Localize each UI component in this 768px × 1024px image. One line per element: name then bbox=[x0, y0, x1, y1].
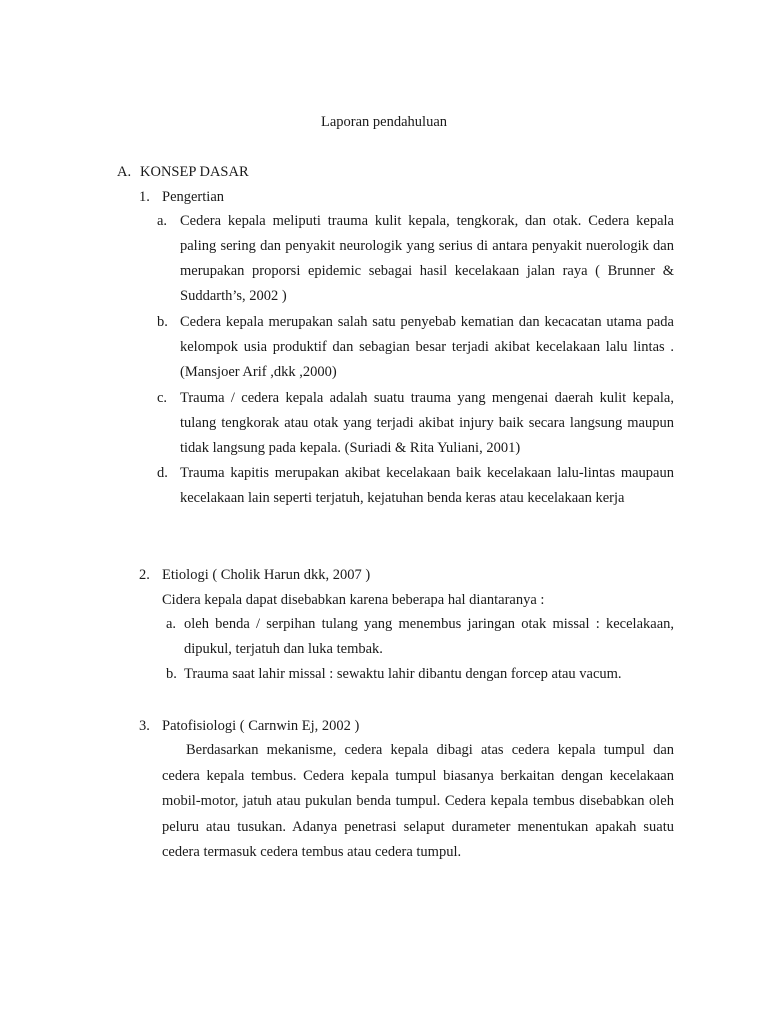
list-marker: d. bbox=[157, 465, 168, 481]
subsection-number: 2. bbox=[139, 567, 150, 583]
patofisiologi-paragraph: Berdasarkan mekanisme, cedera kepala dibagi atas cedera kepala tumpul dan cedera kepala tembus. Cedera kepala tumpul biasanya berkaitan dengan kecelakaan mobil-motor, jatuh atau pukulan benda tumpul. Cedera kepala tembus disebabkan oleh peluru atau tusukan. Adanya penetrasi selaput durameter menentukan apakah suatu cedera termasuk cedera tembus atau cedera tumpul. bbox=[162, 742, 674, 860]
subsection-label: Patofisiologi ( Carnwin Ej, 2002 ) bbox=[162, 718, 360, 734]
subsection-label: Etiologi ( Cholik Harun dkk, 2007 ) bbox=[162, 567, 371, 583]
section-label: KONSEP DASAR bbox=[140, 164, 249, 180]
list-item: Trauma / cedera kepala adalah suatu trauma yang mengenai daerah kulit kepala, tulang tengkorak atau otak yang terjadi akibat injury baik secara langsung maupun tidak langsung pada kepala. (Suriadi & Rita Yuliani, 2001) bbox=[180, 390, 674, 456]
list-item: Trauma saat lahir missal : sewaktu lahir dibantu dengan forcep atau vacum. bbox=[184, 666, 622, 682]
list-item: oleh benda / serpihan tulang yang menembus jaringan otak missal : kecelakaan, dipukul, terjatuh dan luka tembak. bbox=[184, 616, 674, 657]
etiologi-intro: Cidera kepala dapat disebabkan karena beberapa hal diantaranya : bbox=[162, 592, 545, 608]
list-item: Cedera kepala merupakan salah satu penyebab kematian dan kecacatan utama pada kelompok usia produktif dan sebagian besar terjadi akibat kecelakaan lalu lintas .(Mansjoer Arif ,dkk ,2000) bbox=[180, 314, 674, 380]
section-number: A. bbox=[117, 164, 132, 180]
subsection-heading-3 bbox=[139, 716, 359, 736]
list-marker: b. bbox=[157, 314, 168, 330]
list-item: Cedera kepala meliputi trauma kulit kepala, tengkorak, dan otak. Cedera kepala paling sering dan penyakit neurologik yang serius di antara penyakit nuerologik dan merupakan proporsi epidemic sebagai hasil kecelakaan jalan raya ( Brunner & Suddarth’s, 2002 ) bbox=[180, 213, 674, 304]
subsection-number: 3. bbox=[139, 718, 150, 734]
list-marker: b. bbox=[166, 666, 177, 682]
subsection-number: 1. bbox=[139, 189, 150, 205]
subsection-heading-2 bbox=[139, 565, 370, 585]
subsection-label: Pengertian bbox=[162, 189, 225, 205]
subsection-heading-1 bbox=[139, 187, 224, 207]
section-heading-a bbox=[117, 162, 249, 182]
list-marker: c. bbox=[157, 390, 168, 406]
list-marker: a. bbox=[157, 213, 168, 229]
list-item: Trauma kapitis merupakan akibat kecelakaan baik kecelakaan lalu-lintas maupaun kecelakaan lain seperti terjatuh, kejatuhan benda keras atau kecelakaan kerja bbox=[180, 465, 674, 506]
document-title: Laporan pendahuluan bbox=[320, 114, 448, 130]
list-marker: a. bbox=[166, 616, 177, 632]
